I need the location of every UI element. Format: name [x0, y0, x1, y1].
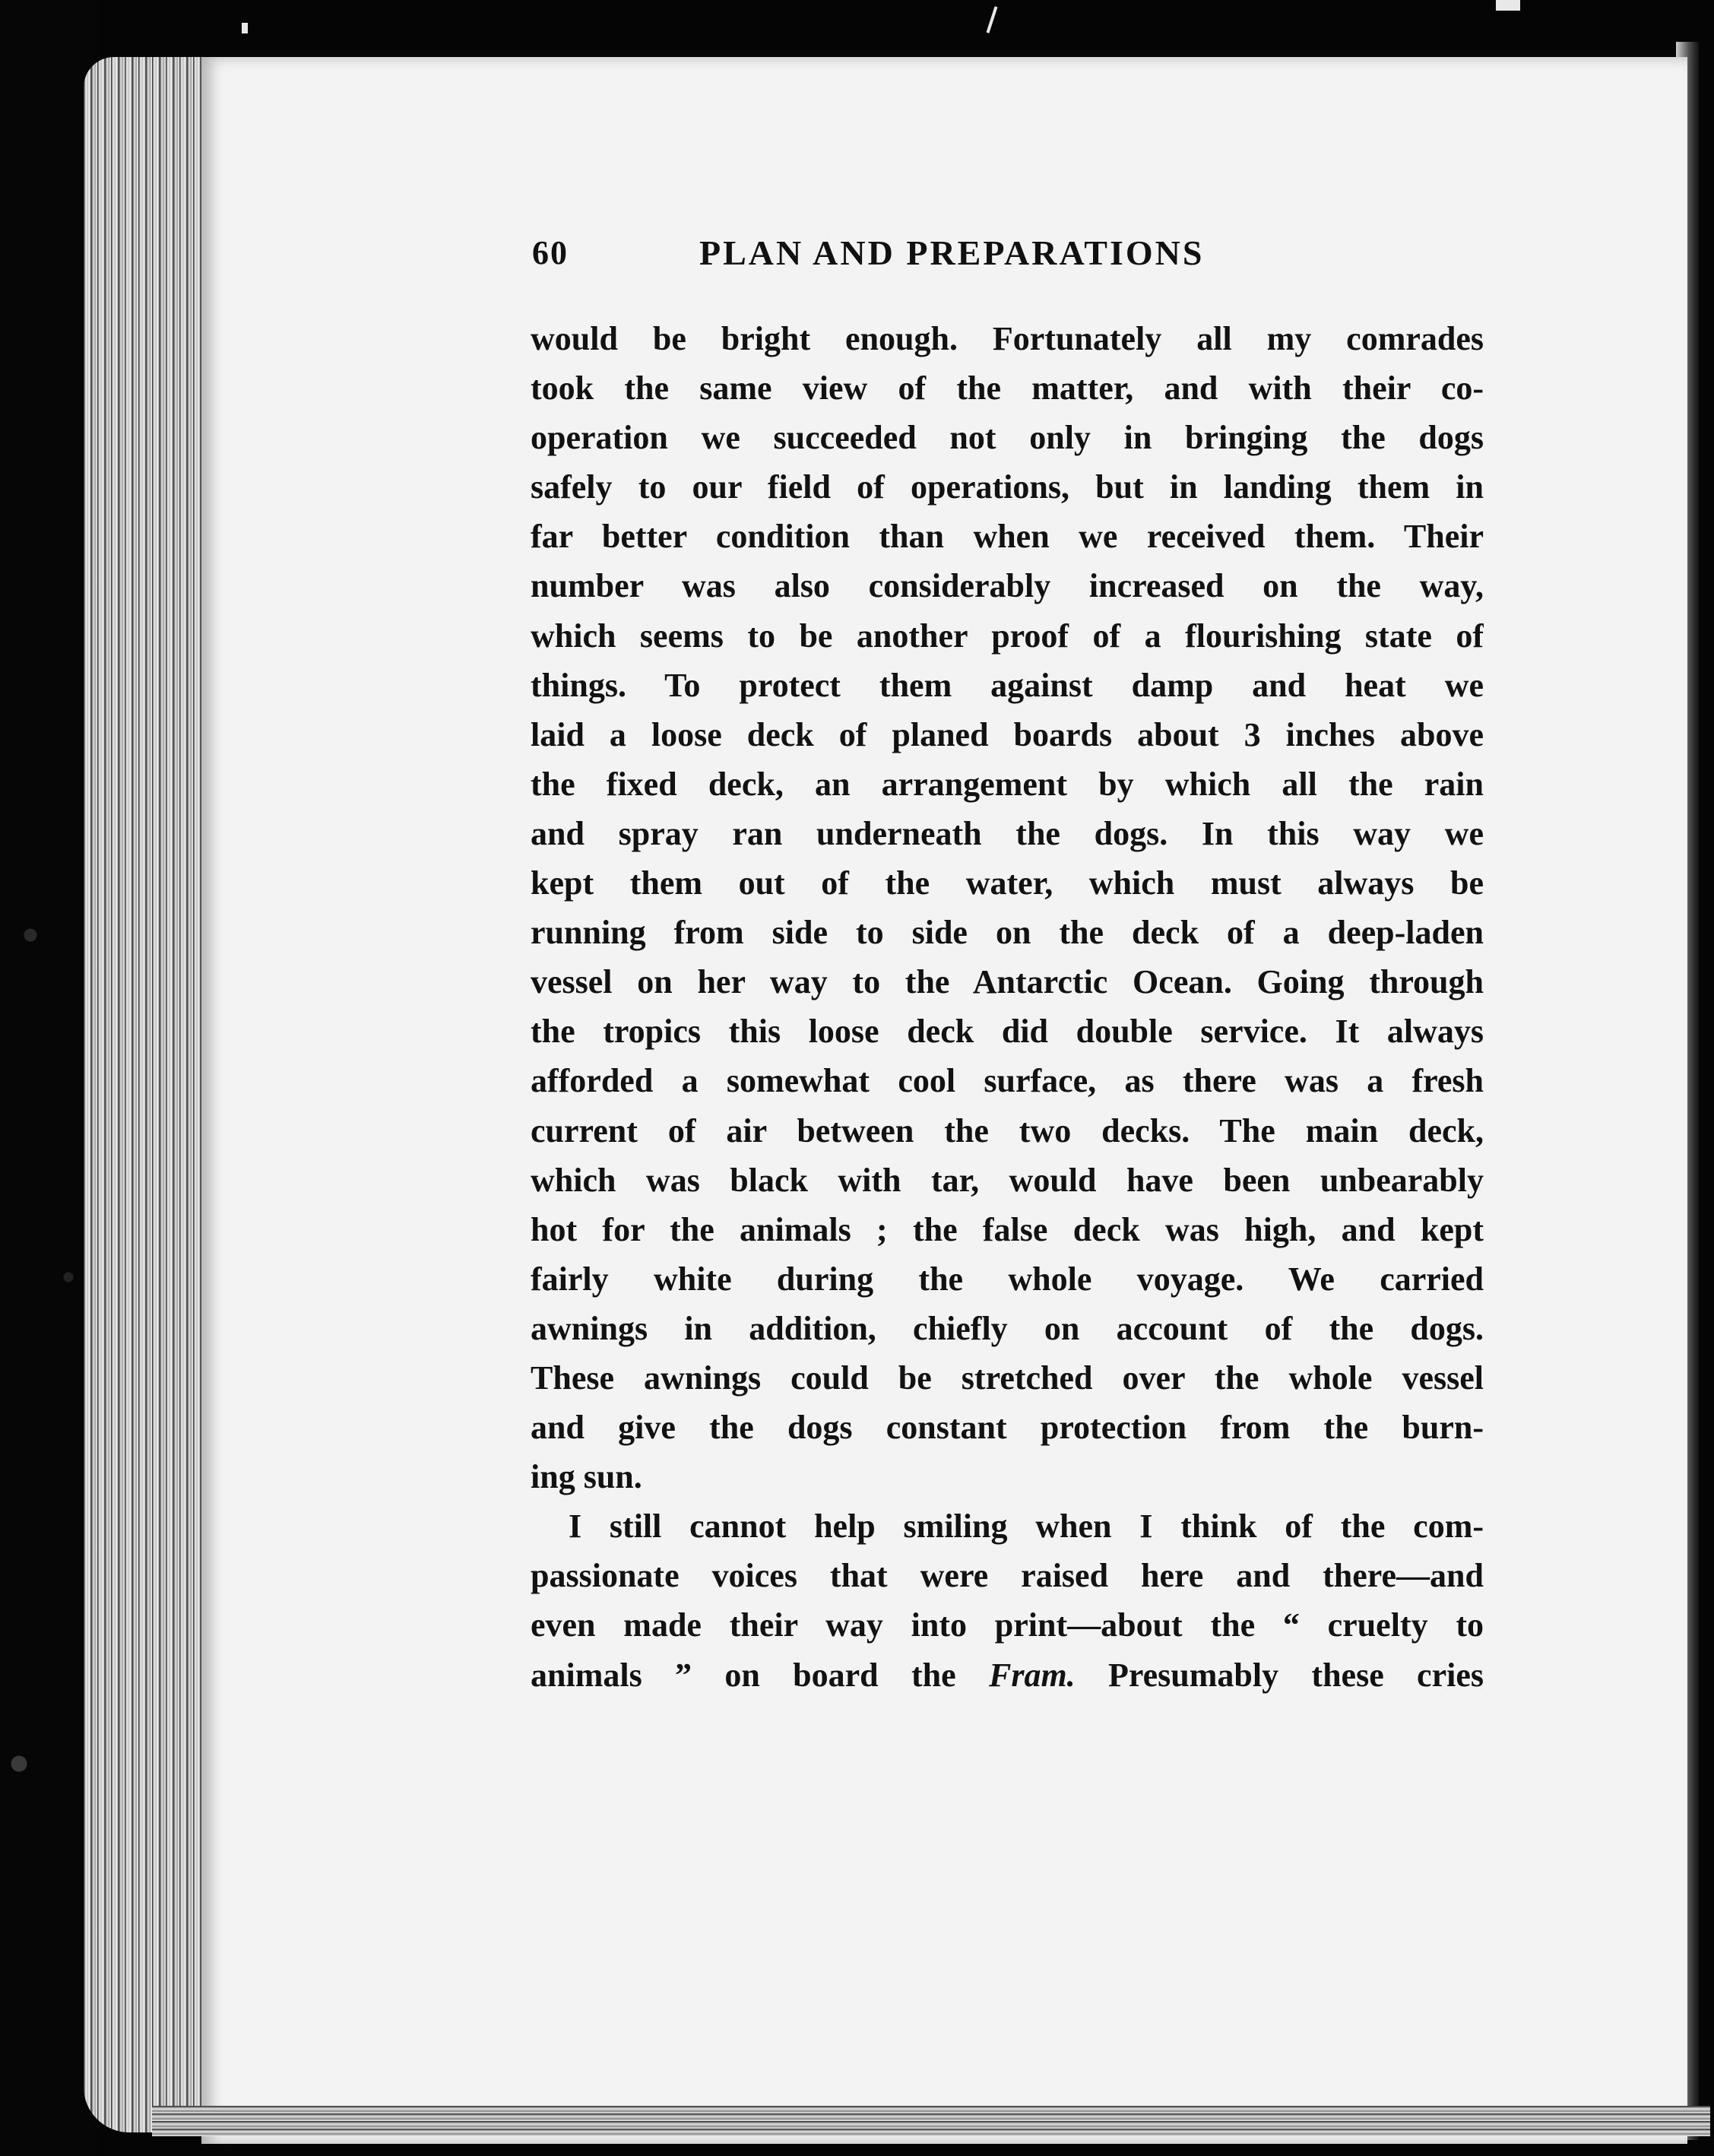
text-line: laid a loose deck of planed boards about 3 inches above	[531, 715, 1484, 753]
text-line: vessel on her way to the Antarctic Ocean. Going through	[531, 963, 1484, 1001]
text-line: and spray ran underneath the dogs. In this way we	[531, 814, 1484, 852]
ship-name-italic: Fram.	[988, 1656, 1076, 1694]
body-text	[531, 314, 1484, 1700]
running-title: PLAN AND PREPARATIONS	[699, 233, 1205, 272]
text-line: operation we succeeded not only in bringing the dogs	[531, 419, 1484, 457]
running-header	[532, 230, 1482, 276]
text-line: fairly white during the whole voyage. We carried	[531, 1260, 1484, 1298]
text-line-final	[531, 1650, 1484, 1700]
text-line: things. To protect them against damp and heat we	[531, 666, 1484, 704]
book-fore-edge	[84, 57, 220, 2132]
page-number: 60	[532, 234, 569, 271]
text-line: which seems to be another proof of a flourishing state of	[531, 617, 1484, 655]
text-line: safely to our field of operations, but in landing them in	[531, 468, 1484, 506]
text-line: took the same view of the matter, and with their co-	[531, 369, 1484, 407]
text-line: running from side to side on the deck of a deep-laden	[531, 914, 1484, 952]
text-line: far better condition than when we received them. Their	[531, 518, 1484, 556]
text-line: would be bright enough. Fortunately all my comrades	[531, 320, 1484, 357]
text-line: hot for the animals ; the false deck was high, and kept	[531, 1210, 1484, 1248]
text-line: even made their way into print—about the “ cruelty to	[531, 1606, 1484, 1644]
scan-speck	[242, 23, 248, 33]
page-bottom-edge	[152, 2106, 1710, 2136]
scan-speck	[1496, 0, 1520, 11]
text-line: the tropics this loose deck did double service. It always	[531, 1013, 1484, 1051]
text-line: These awnings could be stretched over the whole vessel	[531, 1359, 1484, 1397]
text-line: afforded a somewhat cool surface, as there was a fresh	[531, 1062, 1484, 1100]
text-line: current of air between the two decks. The main deck,	[531, 1111, 1484, 1149]
text-line: passionate voices that were raised here and there—and	[531, 1557, 1484, 1595]
text-segment: animals ” on board the	[531, 1656, 989, 1694]
text-line: awnings in addition, chiefly on account of the dogs.	[531, 1309, 1484, 1347]
text-line: and give the dogs constant protection from the burn-	[531, 1409, 1484, 1447]
text-line-paragraph-start: I still cannot help smiling when I think of the com-	[569, 1508, 1484, 1546]
text-line: the fixed deck, an arrangement by which all the rain	[531, 765, 1484, 803]
text-segment: Presumably these cries	[1075, 1656, 1484, 1694]
text-line: number was also considerably increased on the way,	[531, 567, 1484, 605]
text-line: which was black with tar, would have been unbearably	[531, 1161, 1484, 1199]
text-line: kept them out of the water, which must always be	[531, 864, 1484, 902]
text-line-paragraph-end: ing sun.	[531, 1458, 642, 1496]
scan-speck	[987, 6, 998, 33]
